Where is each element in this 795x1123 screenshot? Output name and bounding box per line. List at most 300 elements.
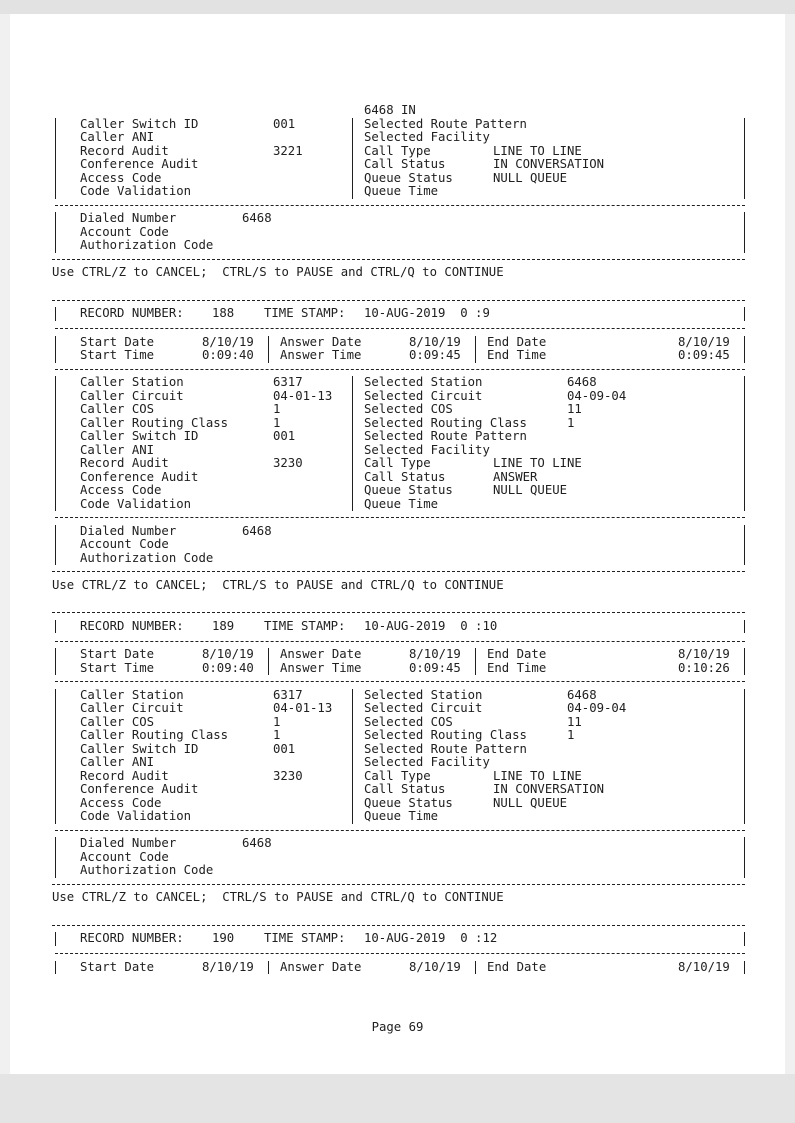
field-label: Dialed Number xyxy=(80,211,177,225)
field-label: Caller Station xyxy=(80,687,184,702)
field-label: Caller Station xyxy=(80,375,184,389)
field-label: Selected Circuit xyxy=(364,388,483,403)
border-bar xyxy=(744,145,745,159)
column-divider xyxy=(352,430,353,444)
field-value: IN CONVERSATION xyxy=(493,157,605,171)
border-bar xyxy=(55,349,56,363)
field-label: Account Code xyxy=(80,537,169,551)
dashed-rule xyxy=(55,328,745,329)
field-label: Start Date xyxy=(80,334,155,349)
dashed-rule xyxy=(55,830,745,831)
border-bar xyxy=(744,498,745,512)
field-value: 04-01-13 xyxy=(273,388,333,403)
border-bar xyxy=(744,851,745,865)
dialed-number-row xyxy=(52,525,752,539)
dashed-rule xyxy=(52,925,745,926)
border-bar xyxy=(744,864,745,878)
field-label: Queue Status xyxy=(364,795,453,810)
record-field-row xyxy=(52,716,752,730)
record-field-row xyxy=(52,729,752,743)
record-field-row xyxy=(52,390,752,404)
border-bar xyxy=(55,118,56,132)
field-label: Caller Circuit xyxy=(80,701,184,715)
record-field-row xyxy=(52,185,752,199)
cancel-instruction xyxy=(52,891,752,905)
field-label: Queue Status xyxy=(364,483,453,497)
cancel-instruction-text: Use CTRL/Z to CANCEL; CTRL/S to PAUSE and CTRL/Q to CONTINUE xyxy=(52,265,504,279)
border-bar xyxy=(55,185,56,199)
separator-line xyxy=(52,565,752,579)
field-label: Caller COS xyxy=(80,402,155,416)
column-divider xyxy=(352,417,353,431)
border-bar xyxy=(744,620,745,634)
column-divider xyxy=(352,689,353,703)
field-label: Selected COS xyxy=(364,714,453,729)
dashed-rule xyxy=(55,953,745,954)
border-bar xyxy=(744,702,745,716)
field-label: Selected Route Pattern xyxy=(364,116,527,131)
field-label: Start Date xyxy=(80,647,155,661)
border-bar xyxy=(55,932,56,946)
spacer xyxy=(52,280,752,294)
field-value: 8/10/19 xyxy=(678,334,730,349)
time-stamp-label: TIME STAMP: xyxy=(264,931,346,945)
field-value: 6468 xyxy=(242,211,272,225)
field-label: Authorization Code xyxy=(80,863,214,877)
border-bar xyxy=(744,118,745,132)
column-divider xyxy=(352,770,353,784)
record-number-label: RECORD NUMBER: xyxy=(80,931,184,945)
field-value: 8/10/19 xyxy=(678,959,730,974)
field-value: 1 xyxy=(273,415,281,430)
field-label: Answer Time xyxy=(280,660,362,675)
record-field-row xyxy=(52,498,752,512)
record-number-label: RECORD NUMBER: xyxy=(80,306,184,320)
scan-bottom-band xyxy=(0,1074,795,1123)
border-bar xyxy=(55,961,56,975)
field-label: Selected Facility xyxy=(364,442,490,457)
record-field-row xyxy=(52,702,752,716)
field-value: 11 xyxy=(567,714,582,729)
dashed-rule xyxy=(52,612,745,613)
field-value: 1 xyxy=(273,728,281,742)
field-value: 1 xyxy=(273,402,281,416)
field-value: IN CONVERSATION xyxy=(493,782,605,796)
record-field-row xyxy=(52,743,752,757)
border-bar xyxy=(744,552,745,566)
record-number-label: RECORD NUMBER: xyxy=(80,618,184,633)
field-value: 3230 xyxy=(273,456,303,470)
field-value: 04-01-13 xyxy=(273,701,333,715)
field-label: Caller Switch ID xyxy=(80,741,199,756)
record-field-row xyxy=(52,118,752,132)
border-bar xyxy=(744,185,745,199)
border-bar xyxy=(55,538,56,552)
border-bar xyxy=(55,457,56,471)
border-bar xyxy=(744,662,745,676)
field-label: Authorization Code xyxy=(80,238,214,252)
column-divider xyxy=(352,457,353,471)
border-bar xyxy=(744,212,745,226)
field-label: Selected Station xyxy=(364,375,483,389)
column-divider xyxy=(352,172,353,186)
border-bar xyxy=(55,336,56,350)
time-row xyxy=(52,662,752,676)
border-bar xyxy=(744,797,745,811)
border-bar xyxy=(744,226,745,240)
record-field-row xyxy=(52,145,752,159)
border-bar xyxy=(744,756,745,770)
cancel-instruction xyxy=(52,579,752,593)
border-bar xyxy=(744,716,745,730)
dialed-number-row xyxy=(52,212,752,226)
record-number-value: 188 xyxy=(212,306,235,320)
border-bar xyxy=(55,444,56,458)
border-bar xyxy=(55,552,56,566)
border-bar xyxy=(55,131,56,145)
dialed-number-row xyxy=(52,837,752,851)
field-label: Record Audit xyxy=(80,143,169,158)
record-field-row xyxy=(52,158,752,172)
date-row xyxy=(52,961,752,975)
field-label: Start Time xyxy=(80,660,155,675)
separator-line xyxy=(52,635,752,649)
time-stamp-label: TIME STAMP: xyxy=(264,306,346,320)
field-value: 3230 xyxy=(273,768,303,783)
field-value: 8/10/19 xyxy=(202,959,254,974)
column-divider xyxy=(352,444,353,458)
field-value: LINE TO LINE xyxy=(493,456,582,470)
field-label: Answer Date xyxy=(280,334,362,349)
field-value: 1 xyxy=(273,714,281,729)
field-label: Selected Route Pattern xyxy=(364,741,527,756)
field-value: 6468 xyxy=(567,375,597,389)
border-bar xyxy=(55,810,56,824)
separator-line xyxy=(52,294,752,308)
field-label: Queue Status xyxy=(364,170,453,185)
border-bar xyxy=(744,932,745,946)
column-divider xyxy=(268,648,269,662)
border-bar xyxy=(55,430,56,444)
record-field-row xyxy=(52,770,752,784)
border-bar xyxy=(55,376,56,390)
border-bar xyxy=(55,851,56,865)
border-bar xyxy=(55,498,56,512)
border-bar xyxy=(744,457,745,471)
field-value: 0:09:45 xyxy=(678,348,730,362)
field-label: Queue Time xyxy=(364,496,439,511)
account-code-row xyxy=(52,851,752,865)
separator-line xyxy=(52,363,752,377)
field-label: Code Validation xyxy=(80,809,192,823)
border-bar xyxy=(744,810,745,824)
field-value: 8/10/19 xyxy=(678,647,730,661)
field-label: Caller Switch ID xyxy=(80,116,199,131)
field-label: Selected Circuit xyxy=(364,701,483,715)
field-label: Caller COS xyxy=(80,714,155,729)
record-field-row xyxy=(52,430,752,444)
border-bar xyxy=(55,307,56,321)
date-row xyxy=(52,648,752,662)
spacer xyxy=(52,592,752,606)
border-bar xyxy=(744,336,745,350)
column-divider xyxy=(352,484,353,498)
separator-line xyxy=(52,199,752,213)
field-value: LINE TO LINE xyxy=(493,143,582,158)
dashed-rule xyxy=(55,517,745,518)
border-bar xyxy=(744,837,745,851)
separator-line xyxy=(52,322,752,336)
field-value: 001 xyxy=(273,429,296,443)
field-label: Selected Facility xyxy=(364,130,490,144)
border-bar xyxy=(55,689,56,703)
column-divider xyxy=(352,376,353,390)
field-label: Start Date xyxy=(80,959,155,974)
record-field-row xyxy=(52,444,752,458)
column-divider xyxy=(268,662,269,676)
border-bar xyxy=(744,770,745,784)
record-field-row xyxy=(52,417,752,431)
border-bar xyxy=(55,716,56,730)
column-divider xyxy=(352,185,353,199)
field-label: Call Type xyxy=(364,768,431,783)
field-label: Selected Routing Class xyxy=(364,415,527,430)
field-value: 6468 xyxy=(567,687,597,702)
time-stamp-value: 10-AUG-2019 0 :10 xyxy=(364,618,498,633)
separator-line xyxy=(52,675,752,689)
field-value: 0:10:26 xyxy=(678,660,730,675)
field-label: Call Type xyxy=(364,456,431,470)
field-value: 6317 xyxy=(273,687,303,702)
dashed-rule xyxy=(52,300,745,301)
border-bar xyxy=(55,145,56,159)
field-label: Call Status xyxy=(364,782,446,796)
field-label: Answer Time xyxy=(280,348,362,362)
field-label: Call Status xyxy=(364,157,446,171)
field-label: Caller ANI xyxy=(80,442,155,457)
column-divider xyxy=(475,662,476,676)
account-code-row xyxy=(52,538,752,552)
record-field-row xyxy=(52,783,752,797)
field-value: 6468 xyxy=(242,523,272,538)
field-label: Dialed Number xyxy=(80,523,177,538)
field-value: NULL QUEUE xyxy=(493,483,568,497)
border-bar xyxy=(55,770,56,784)
separator-line xyxy=(52,824,752,838)
field-label: Queue Time xyxy=(364,184,439,198)
border-bar xyxy=(55,797,56,811)
border-bar xyxy=(55,212,56,226)
field-value: NULL QUEUE xyxy=(493,170,568,185)
border-bar xyxy=(55,239,56,253)
border-bar xyxy=(55,403,56,417)
field-label: Code Validation xyxy=(80,496,192,511)
account-code-row xyxy=(52,226,752,240)
field-value: 0:09:40 xyxy=(202,660,254,675)
field-value: 8/10/19 xyxy=(409,334,461,349)
field-label: Record Audit xyxy=(80,768,169,783)
field-label: Caller Switch ID xyxy=(80,429,199,443)
scan-top-band xyxy=(0,0,795,14)
border-bar xyxy=(55,648,56,662)
dashed-rule xyxy=(55,205,745,206)
record-number-value: 189 xyxy=(212,618,235,633)
field-label: Caller ANI xyxy=(80,130,155,144)
border-bar xyxy=(55,729,56,743)
record-field-row xyxy=(52,376,752,390)
record-field-row xyxy=(52,403,752,417)
dashed-rule xyxy=(55,681,745,682)
record-field-row xyxy=(52,756,752,770)
field-value: 1 xyxy=(567,728,575,742)
authorization-code-row xyxy=(52,864,752,878)
field-label: Selected Routing Class xyxy=(364,728,527,742)
border-bar xyxy=(55,158,56,172)
field-label: Account Code xyxy=(80,224,169,239)
column-divider xyxy=(268,349,269,363)
field-label: End Date xyxy=(487,334,547,349)
separator-line xyxy=(52,919,752,933)
record-field-row xyxy=(52,810,752,824)
column-divider xyxy=(268,336,269,350)
field-value: LINE TO LINE xyxy=(493,768,582,783)
field-label: Access Code xyxy=(80,170,162,185)
field-value: 8/10/19 xyxy=(409,647,461,661)
border-bar xyxy=(744,417,745,431)
field-label: Conference Audit xyxy=(80,157,199,171)
dashed-rule xyxy=(52,571,745,572)
cancel-instruction-text: Use CTRL/Z to CANCEL; CTRL/S to PAUSE and CTRL/Q to CONTINUE xyxy=(52,890,504,904)
field-label: Conference Audit xyxy=(80,782,199,796)
border-bar xyxy=(744,444,745,458)
field-value: 04-09-04 xyxy=(567,388,627,403)
column-divider xyxy=(352,145,353,159)
time-stamp-value: 10-AUG-2019 0 :9 xyxy=(364,306,490,320)
field-label: Caller Routing Class xyxy=(80,415,229,430)
record-field-row xyxy=(52,457,752,471)
column-divider xyxy=(352,403,353,417)
column-divider xyxy=(352,131,353,145)
field-label: Selected Facility xyxy=(364,755,490,769)
record-header xyxy=(52,932,752,947)
record-header xyxy=(52,307,752,322)
border-bar xyxy=(55,417,56,431)
field-value: 0:09:40 xyxy=(202,348,254,362)
column-divider xyxy=(352,702,353,716)
dashed-rule xyxy=(55,369,745,370)
field-label: Selected Station xyxy=(364,687,483,702)
border-bar xyxy=(744,689,745,703)
border-bar xyxy=(744,376,745,390)
border-bar xyxy=(744,525,745,539)
column-divider xyxy=(352,390,353,404)
border-bar xyxy=(744,403,745,417)
field-label: Access Code xyxy=(80,483,162,497)
record-field-row xyxy=(52,689,752,703)
dashed-rule xyxy=(52,259,745,260)
page-number: Page 69 xyxy=(371,1020,424,1034)
field-value: 001 xyxy=(273,116,296,131)
dashed-rule xyxy=(52,884,745,885)
border-bar xyxy=(744,729,745,743)
border-bar xyxy=(55,484,56,498)
column-divider xyxy=(352,118,353,132)
separator-line xyxy=(52,511,752,525)
border-bar xyxy=(744,961,745,975)
field-label: Queue Time xyxy=(364,809,439,823)
record-field-row xyxy=(52,484,752,498)
border-bar xyxy=(744,484,745,498)
field-label: Start Time xyxy=(80,348,155,362)
border-bar xyxy=(744,743,745,757)
field-label: Call Type xyxy=(364,143,431,158)
time-stamp-label: TIME STAMP: xyxy=(264,618,346,633)
border-bar xyxy=(744,471,745,485)
record-field-row xyxy=(52,131,752,145)
field-value: 6468 IN xyxy=(364,103,416,117)
field-label: Dialed Number xyxy=(80,836,177,850)
field-value: 0:09:45 xyxy=(409,660,461,675)
border-bar xyxy=(744,430,745,444)
field-label: Caller ANI xyxy=(80,755,155,769)
dashed-rule xyxy=(55,641,745,642)
route-continuation xyxy=(52,104,752,118)
border-bar xyxy=(55,471,56,485)
field-value: 1 xyxy=(567,415,575,430)
border-bar xyxy=(744,390,745,404)
border-bar xyxy=(744,307,745,321)
field-value: 04-09-04 xyxy=(567,701,627,715)
field-label: Selected Route Pattern xyxy=(364,429,527,443)
field-label: End Time xyxy=(487,348,547,362)
border-bar xyxy=(55,172,56,186)
column-divider xyxy=(352,498,353,512)
field-label: End Date xyxy=(487,959,547,974)
field-label: Access Code xyxy=(80,795,162,810)
field-label: Conference Audit xyxy=(80,469,199,484)
column-divider xyxy=(352,158,353,172)
border-bar xyxy=(744,783,745,797)
border-bar xyxy=(744,172,745,186)
separator-line xyxy=(52,947,752,961)
time-row xyxy=(52,349,752,363)
cancel-instruction xyxy=(52,266,752,280)
border-bar xyxy=(55,756,56,770)
cancel-instruction-text: Use CTRL/Z to CANCEL; CTRL/S to PAUSE and CTRL/Q to CONTINUE xyxy=(52,577,504,592)
record-number-value: 190 xyxy=(212,931,235,945)
border-bar xyxy=(55,390,56,404)
column-divider xyxy=(352,716,353,730)
column-divider xyxy=(352,810,353,824)
field-label: Answer Date xyxy=(280,959,362,974)
border-bar xyxy=(55,226,56,240)
field-value: 0:09:45 xyxy=(409,348,461,362)
field-value: 8/10/19 xyxy=(202,647,254,661)
authorization-code-row xyxy=(52,239,752,253)
separator-line xyxy=(52,253,752,267)
field-value: ANSWER xyxy=(493,469,538,484)
field-value: 6317 xyxy=(273,375,303,389)
field-value: 8/10/19 xyxy=(202,334,254,349)
field-label: End Time xyxy=(487,660,547,675)
record-field-row xyxy=(52,172,752,186)
column-divider xyxy=(475,336,476,350)
border-bar xyxy=(55,525,56,539)
call-record-log xyxy=(52,104,752,974)
column-divider xyxy=(268,961,269,975)
border-bar xyxy=(55,702,56,716)
field-label: Code Validation xyxy=(80,184,192,198)
